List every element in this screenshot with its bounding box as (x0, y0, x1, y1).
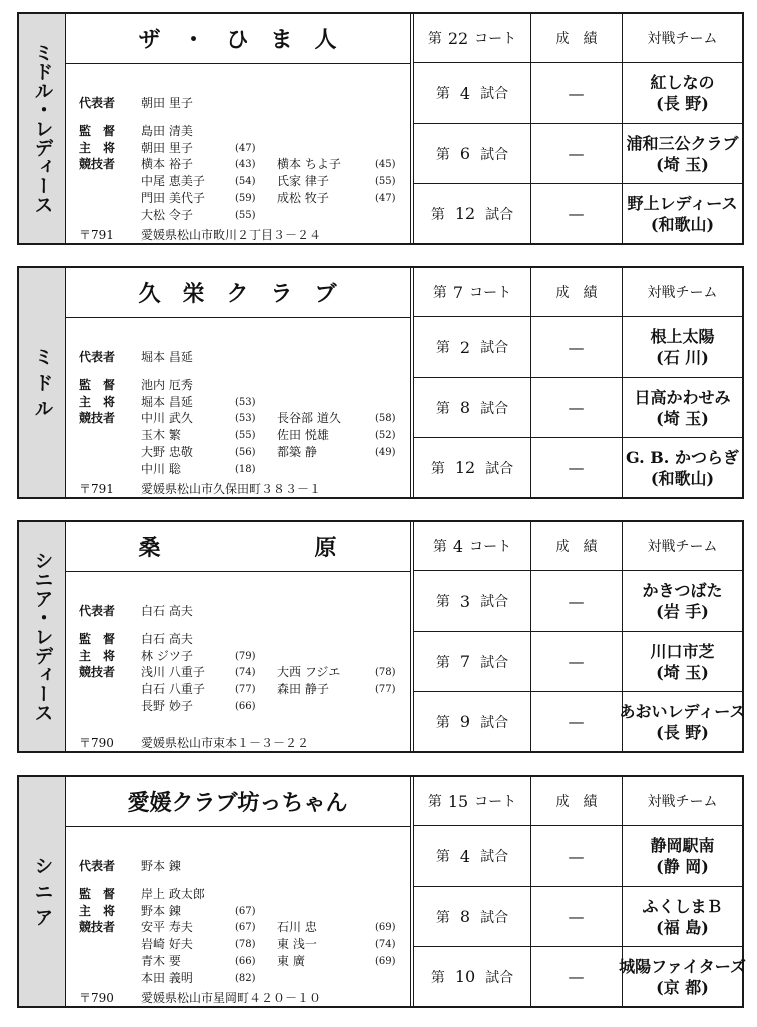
player-age: (66) (235, 956, 256, 967)
opponent-name: 川口市芝 (650, 641, 715, 661)
captain-age: (47) (235, 143, 256, 154)
game-prefix: 第 (430, 460, 445, 477)
player-age: (45) (375, 159, 396, 170)
opponent-cell (623, 886, 742, 946)
director-label: 監 督 (79, 632, 116, 646)
player-age: (49) (375, 447, 396, 458)
court-header (414, 777, 531, 826)
game-prefix: 第 (435, 86, 450, 102)
player-name: 石川 忠 (277, 920, 317, 934)
director-name: 島田 清美 (141, 124, 193, 138)
game-prefix: 第 (435, 909, 450, 926)
player-age: (69) (375, 956, 396, 967)
player-name: 氏家 律子 (277, 174, 329, 188)
opponent-prefecture: (静 岡) (656, 857, 709, 876)
court-header (414, 522, 531, 571)
team-name: ザ ・ ひ ま 人 (65, 14, 410, 64)
player-age: (59) (235, 193, 256, 204)
game-number-cell (414, 946, 531, 1006)
result-header: 成 績 (531, 522, 623, 571)
opponent-prefecture: (京 都) (656, 977, 709, 997)
opponent-cell (623, 63, 742, 123)
address: 愛媛県松山市束本１－３－２２ (141, 736, 310, 750)
result-value: — (568, 398, 585, 417)
player-age: (67) (235, 922, 256, 933)
result-value: — (568, 144, 585, 163)
game-suffix: 試合 (485, 460, 514, 477)
category-column (19, 522, 66, 751)
captain-label: 主 将 (79, 395, 116, 409)
player-name: 東 浅一 (277, 937, 317, 951)
result-header: 成 績 (531, 268, 623, 317)
game-suffix: 試合 (480, 400, 509, 417)
game-number: 4 (459, 83, 471, 103)
team-info (65, 63, 410, 243)
player-name: 横本 ちよ子 (277, 157, 341, 171)
director-name: 岸上 政太郎 (141, 887, 205, 901)
game-suffix: 試合 (485, 206, 514, 223)
director-name: 白石 高夫 (141, 632, 193, 646)
postal-code: 〒791 (79, 228, 114, 242)
game-number-cell (414, 571, 531, 631)
player-name: 大野 忠敬 (141, 445, 193, 459)
game-suffix: 試合 (480, 654, 509, 671)
opponent-prefecture: (長 野) (656, 722, 709, 742)
game-number: 4 (459, 846, 471, 866)
player-name: 長野 妙子 (141, 699, 193, 713)
court-header (414, 14, 531, 63)
address: 愛媛県松山市畋川２丁目３－２４ (141, 228, 322, 242)
opponent-header: 対戦チーム (623, 268, 742, 317)
opponent-name: 城陽ファイターズ (619, 956, 746, 976)
player-age: (55) (375, 176, 396, 187)
player-age: (77) (375, 684, 396, 695)
opponent-cell (623, 437, 742, 497)
player-name: 中尾 恵美子 (141, 174, 205, 188)
opponent-prefecture: (長 野) (656, 94, 709, 113)
player-age: (47) (375, 193, 396, 204)
opponent-prefecture: (石 川) (656, 348, 709, 367)
result-cell (531, 377, 623, 437)
player-age: (53) (235, 413, 256, 424)
opponent-prefecture: (和歌山) (650, 214, 715, 234)
court-prefix: 第 (427, 31, 442, 47)
category-label: ミドル・レディース (31, 43, 54, 214)
match-table (414, 14, 742, 243)
game-number-cell (414, 631, 531, 691)
player-age: (58) (375, 413, 396, 424)
court-number: 7 (452, 282, 464, 302)
representative-label: 代表者 (79, 859, 116, 873)
player-name: 本田 義明 (141, 971, 193, 985)
player-name: 岩崎 好夫 (141, 937, 193, 951)
result-cell (531, 123, 623, 183)
address: 愛媛県松山市久保田町３８３－１ (141, 482, 322, 496)
court-number: 15 (447, 791, 469, 811)
game-prefix: 第 (435, 714, 450, 731)
opponent-name: あおいレディース (619, 701, 746, 721)
captain-age: (79) (235, 651, 256, 662)
result-value: — (568, 458, 585, 477)
player-name: 玉木 繁 (141, 428, 181, 442)
team-block (17, 12, 744, 245)
player-age: (43) (235, 159, 256, 170)
opponent-name: 静岡駅南 (650, 836, 715, 855)
team-name: 愛媛クラブ坊っちゃん (65, 777, 410, 827)
game-suffix: 試合 (480, 594, 509, 610)
result-value: — (568, 591, 585, 611)
opponent-header: 対戦チーム (623, 777, 742, 826)
category-label: ミ ド ル (31, 347, 54, 418)
result-cell (531, 946, 623, 1006)
player-name: 都築 静 (277, 445, 317, 459)
player-name: 白石 八重子 (141, 682, 205, 696)
game-prefix: 第 (430, 969, 445, 986)
team-name: 久 栄 ク ラ ブ (65, 268, 410, 318)
game-suffix: 試合 (480, 146, 509, 163)
team-info (65, 571, 410, 751)
game-prefix: 第 (435, 849, 450, 865)
players-label: 競技者 (79, 665, 116, 679)
opponent-name: G. B. かつらぎ (626, 447, 739, 467)
result-value: — (568, 337, 585, 357)
game-prefix: 第 (435, 654, 450, 671)
game-number-cell (414, 826, 531, 886)
player-name: 森田 静子 (277, 682, 329, 696)
representative-label: 代表者 (79, 604, 116, 618)
director-label: 監 督 (79, 887, 116, 901)
opponent-prefecture: (埼 玉) (656, 408, 709, 428)
opponent-prefecture: (埼 玉) (656, 154, 709, 174)
match-table (414, 777, 746, 1006)
player-age: (82) (235, 973, 256, 984)
captain-age: (67) (235, 906, 256, 917)
player-age: (66) (235, 701, 256, 712)
court-suffix: コート (474, 31, 517, 47)
result-cell (531, 571, 623, 631)
representative-name: 白石 高夫 (141, 604, 193, 618)
game-number-cell (414, 183, 531, 243)
category-column (19, 14, 66, 243)
match-table (414, 268, 742, 497)
opponent-name: ふくしまＢ (642, 896, 723, 916)
game-number: 2 (459, 337, 471, 357)
captain-name: 野本 錬 (141, 904, 181, 918)
category-column (19, 268, 66, 497)
game-suffix: 試合 (480, 340, 509, 356)
opponent-cell (623, 123, 742, 183)
representative-name: 野本 錬 (141, 859, 181, 873)
category-column (19, 777, 66, 1006)
result-value: — (568, 907, 585, 926)
player-age: (56) (235, 447, 256, 458)
court-number: 4 (452, 536, 464, 556)
game-suffix: 試合 (480, 849, 509, 865)
postal-code: 〒790 (79, 991, 114, 1005)
court-prefix: 第 (432, 285, 447, 301)
opponent-cell (623, 377, 742, 437)
team-block (17, 520, 744, 753)
player-age: (77) (235, 684, 256, 695)
result-cell (531, 317, 623, 377)
opponent-name: 野上レディース (627, 193, 738, 213)
team-block (17, 775, 744, 1008)
player-name: 大西 フジエ (277, 665, 341, 679)
captain-name: 朝田 里子 (141, 141, 193, 155)
opponent-name: 紅しなの (650, 73, 715, 92)
court-header (414, 268, 531, 317)
game-suffix: 試合 (480, 714, 509, 731)
player-name: 横本 裕子 (141, 157, 193, 171)
result-value: — (568, 652, 585, 671)
opponent-prefecture: (和歌山) (650, 468, 715, 488)
player-age: (69) (375, 922, 396, 933)
result-cell (531, 886, 623, 946)
game-number-cell (414, 123, 531, 183)
game-number: 10 (454, 967, 476, 986)
opponent-prefecture: (岩 手) (656, 602, 709, 621)
court-prefix: 第 (427, 794, 442, 810)
match-table (414, 522, 746, 751)
result-cell (531, 183, 623, 243)
opponent-name: 根上太陽 (650, 327, 715, 346)
player-name: 東 廣 (277, 954, 305, 968)
player-age: (52) (375, 430, 396, 441)
opponent-cell (619, 946, 746, 1006)
player-name: 大松 令子 (141, 208, 193, 222)
opponent-prefecture: (埼 玉) (656, 662, 709, 682)
game-prefix: 第 (435, 340, 450, 356)
representative-name: 朝田 里子 (141, 96, 193, 110)
player-name: 門田 美代子 (141, 191, 205, 205)
opponent-cell (623, 571, 742, 631)
result-value: — (568, 846, 585, 866)
captain-age: (53) (235, 397, 256, 408)
opponent-name: 日高かわせみ (634, 387, 731, 407)
director-label: 監 督 (79, 378, 116, 392)
players-label: 競技者 (79, 920, 116, 934)
game-number: 12 (454, 204, 476, 223)
team-block (17, 266, 744, 499)
result-cell (531, 691, 623, 751)
player-age: (78) (375, 667, 396, 678)
players-label: 競技者 (79, 157, 116, 171)
player-name: 浅川 八重子 (141, 665, 205, 679)
game-number-cell (414, 317, 531, 377)
court-number: 22 (447, 28, 469, 48)
game-suffix: 試合 (480, 86, 509, 102)
player-name: 安平 寿夫 (141, 920, 193, 934)
court-suffix: コート (474, 794, 517, 810)
result-cell (531, 437, 623, 497)
result-value: — (568, 83, 585, 103)
opponent-cell (619, 691, 746, 751)
game-number: 6 (459, 144, 471, 163)
opponent-header: 対戦チーム (623, 14, 742, 63)
director-label: 監 督 (79, 124, 116, 138)
representative-label: 代表者 (79, 350, 116, 364)
representative-label: 代表者 (79, 96, 116, 110)
director-name: 池内 厄秀 (141, 378, 193, 392)
opponent-cell (623, 826, 742, 886)
game-number-cell (414, 886, 531, 946)
game-number: 12 (454, 458, 476, 477)
opponent-name: かきつばた (642, 581, 723, 600)
team-info (65, 317, 410, 497)
postal-code: 〒791 (79, 482, 114, 496)
result-value: — (568, 712, 585, 731)
game-prefix: 第 (430, 206, 445, 223)
court-suffix: コート (469, 539, 512, 555)
result-header: 成 績 (531, 14, 623, 63)
captain-label: 主 将 (79, 141, 116, 155)
team-info (65, 826, 410, 1006)
player-name: 佐田 悦雄 (277, 428, 329, 442)
result-value: — (568, 967, 585, 986)
game-number-cell (414, 437, 531, 497)
court-prefix: 第 (432, 539, 447, 555)
opponent-cell (623, 183, 742, 243)
address: 愛媛県松山市星岡町４２０－１０ (141, 991, 322, 1005)
result-value: — (568, 204, 585, 223)
game-number: 9 (459, 712, 471, 731)
game-prefix: 第 (435, 146, 450, 163)
category-label: シ ニ ア (31, 856, 54, 927)
player-name: 青木 要 (141, 954, 181, 968)
team-name: 桑 原 (65, 522, 410, 572)
opponent-cell (623, 317, 742, 377)
game-number: 3 (459, 591, 471, 611)
result-cell (531, 631, 623, 691)
result-cell (531, 826, 623, 886)
game-suffix: 試合 (485, 969, 514, 986)
game-number: 7 (459, 652, 471, 671)
player-age: (55) (235, 210, 256, 221)
player-age: (54) (235, 176, 256, 187)
player-age: (74) (375, 939, 396, 950)
game-number-cell (414, 63, 531, 123)
opponent-prefecture: (福 島) (656, 917, 709, 937)
game-prefix: 第 (435, 594, 450, 610)
player-age: (78) (235, 939, 256, 950)
captain-name: 林 ジツ子 (141, 649, 193, 663)
player-age: (18) (235, 464, 256, 475)
player-name: 成松 牧子 (277, 191, 329, 205)
player-age: (74) (235, 667, 256, 678)
game-number-cell (414, 691, 531, 751)
player-name: 長谷部 道久 (277, 411, 341, 425)
captain-name: 堀本 昌延 (141, 395, 193, 409)
game-number-cell (414, 377, 531, 437)
opponent-cell (623, 631, 742, 691)
player-name: 中川 武久 (141, 411, 193, 425)
player-age: (55) (235, 430, 256, 441)
opponent-name: 浦和三公クラブ (626, 133, 739, 153)
postal-code: 〒790 (79, 736, 114, 750)
representative-name: 堀本 昌延 (141, 350, 193, 364)
players-label: 競技者 (79, 411, 116, 425)
opponent-header: 対戦チーム (623, 522, 742, 571)
captain-label: 主 将 (79, 904, 116, 918)
result-cell (531, 63, 623, 123)
result-header: 成 績 (531, 777, 623, 826)
player-name: 中川 聡 (141, 462, 181, 476)
court-suffix: コート (469, 285, 512, 301)
game-prefix: 第 (435, 400, 450, 417)
game-suffix: 試合 (480, 909, 509, 926)
game-number: 8 (459, 907, 471, 926)
category-label: シニア・レディース (31, 551, 54, 722)
captain-label: 主 将 (79, 649, 116, 663)
game-number: 8 (459, 398, 471, 417)
